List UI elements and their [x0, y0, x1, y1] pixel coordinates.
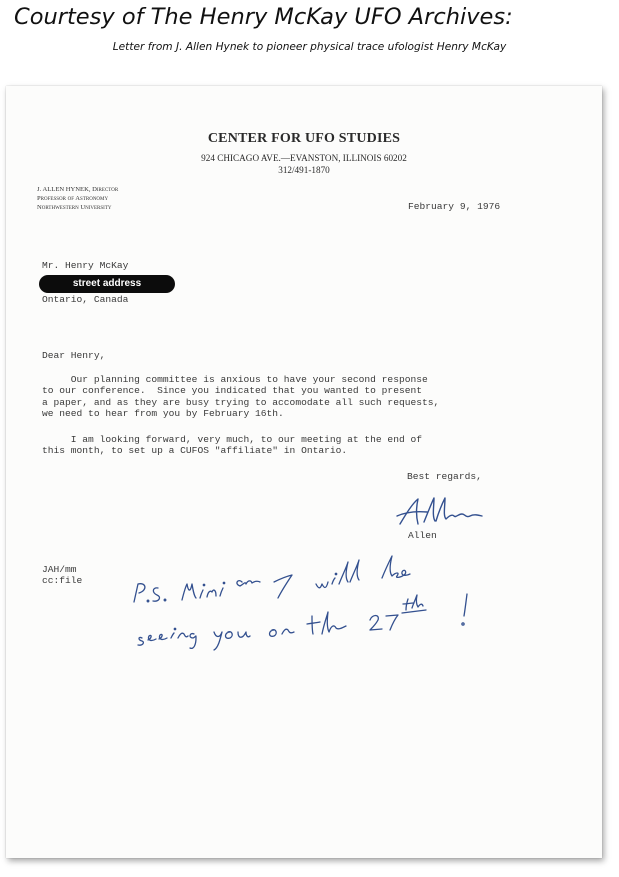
- closing: Best regards,: [407, 471, 482, 482]
- body-paragraph-1: Our planning committee is anxious to have your second response to our conference. Since you indicated that you wanted to present a paper, and as they are busy trying to accomodate all such requests, we need to hear from you by February 16th.: [42, 374, 440, 419]
- handwritten-postscript: [124, 554, 524, 654]
- recipient-name: Mr. Henry McKay: [42, 260, 129, 271]
- redacted-street-address: street address: [39, 275, 175, 293]
- letterhead-address: 924 CHICAGO AVE.—EVANSTON, ILLINOIS 60202: [201, 153, 407, 163]
- typed-signature: Allen: [408, 530, 437, 541]
- director-name: J. ALLEN HYNEK, Director: [37, 186, 119, 193]
- salutation: Dear Henry,: [42, 350, 106, 361]
- director-title: Professor of Astronomy: [37, 195, 109, 202]
- page-subtitle: Letter from J. Allen Hynek to pioneer physical trace ufologist Henry McKay: [112, 41, 507, 53]
- cc-line: cc:file: [42, 575, 83, 586]
- reference-initials: JAH/mm: [42, 564, 77, 575]
- body-paragraph-2: I am looking forward, very much, to our meeting at the end of this month, to set up a CUFOS "affiliate" in Ontario.: [42, 434, 422, 457]
- letter-document: [6, 86, 602, 858]
- recipient-region: Ontario, Canada: [42, 294, 129, 305]
- letter-date: February 9, 1976: [408, 201, 501, 212]
- handwritten-signature: [394, 494, 494, 534]
- letterhead-organization: CENTER FOR UFO STUDIES: [207, 131, 401, 146]
- page-title: Courtesy of The Henry McKay UFO Archives:: [14, 4, 513, 30]
- letterhead-phone: 312/491-1870: [278, 165, 330, 175]
- director-block: [37, 185, 118, 212]
- director-affiliation: Northwestern University: [37, 204, 112, 211]
